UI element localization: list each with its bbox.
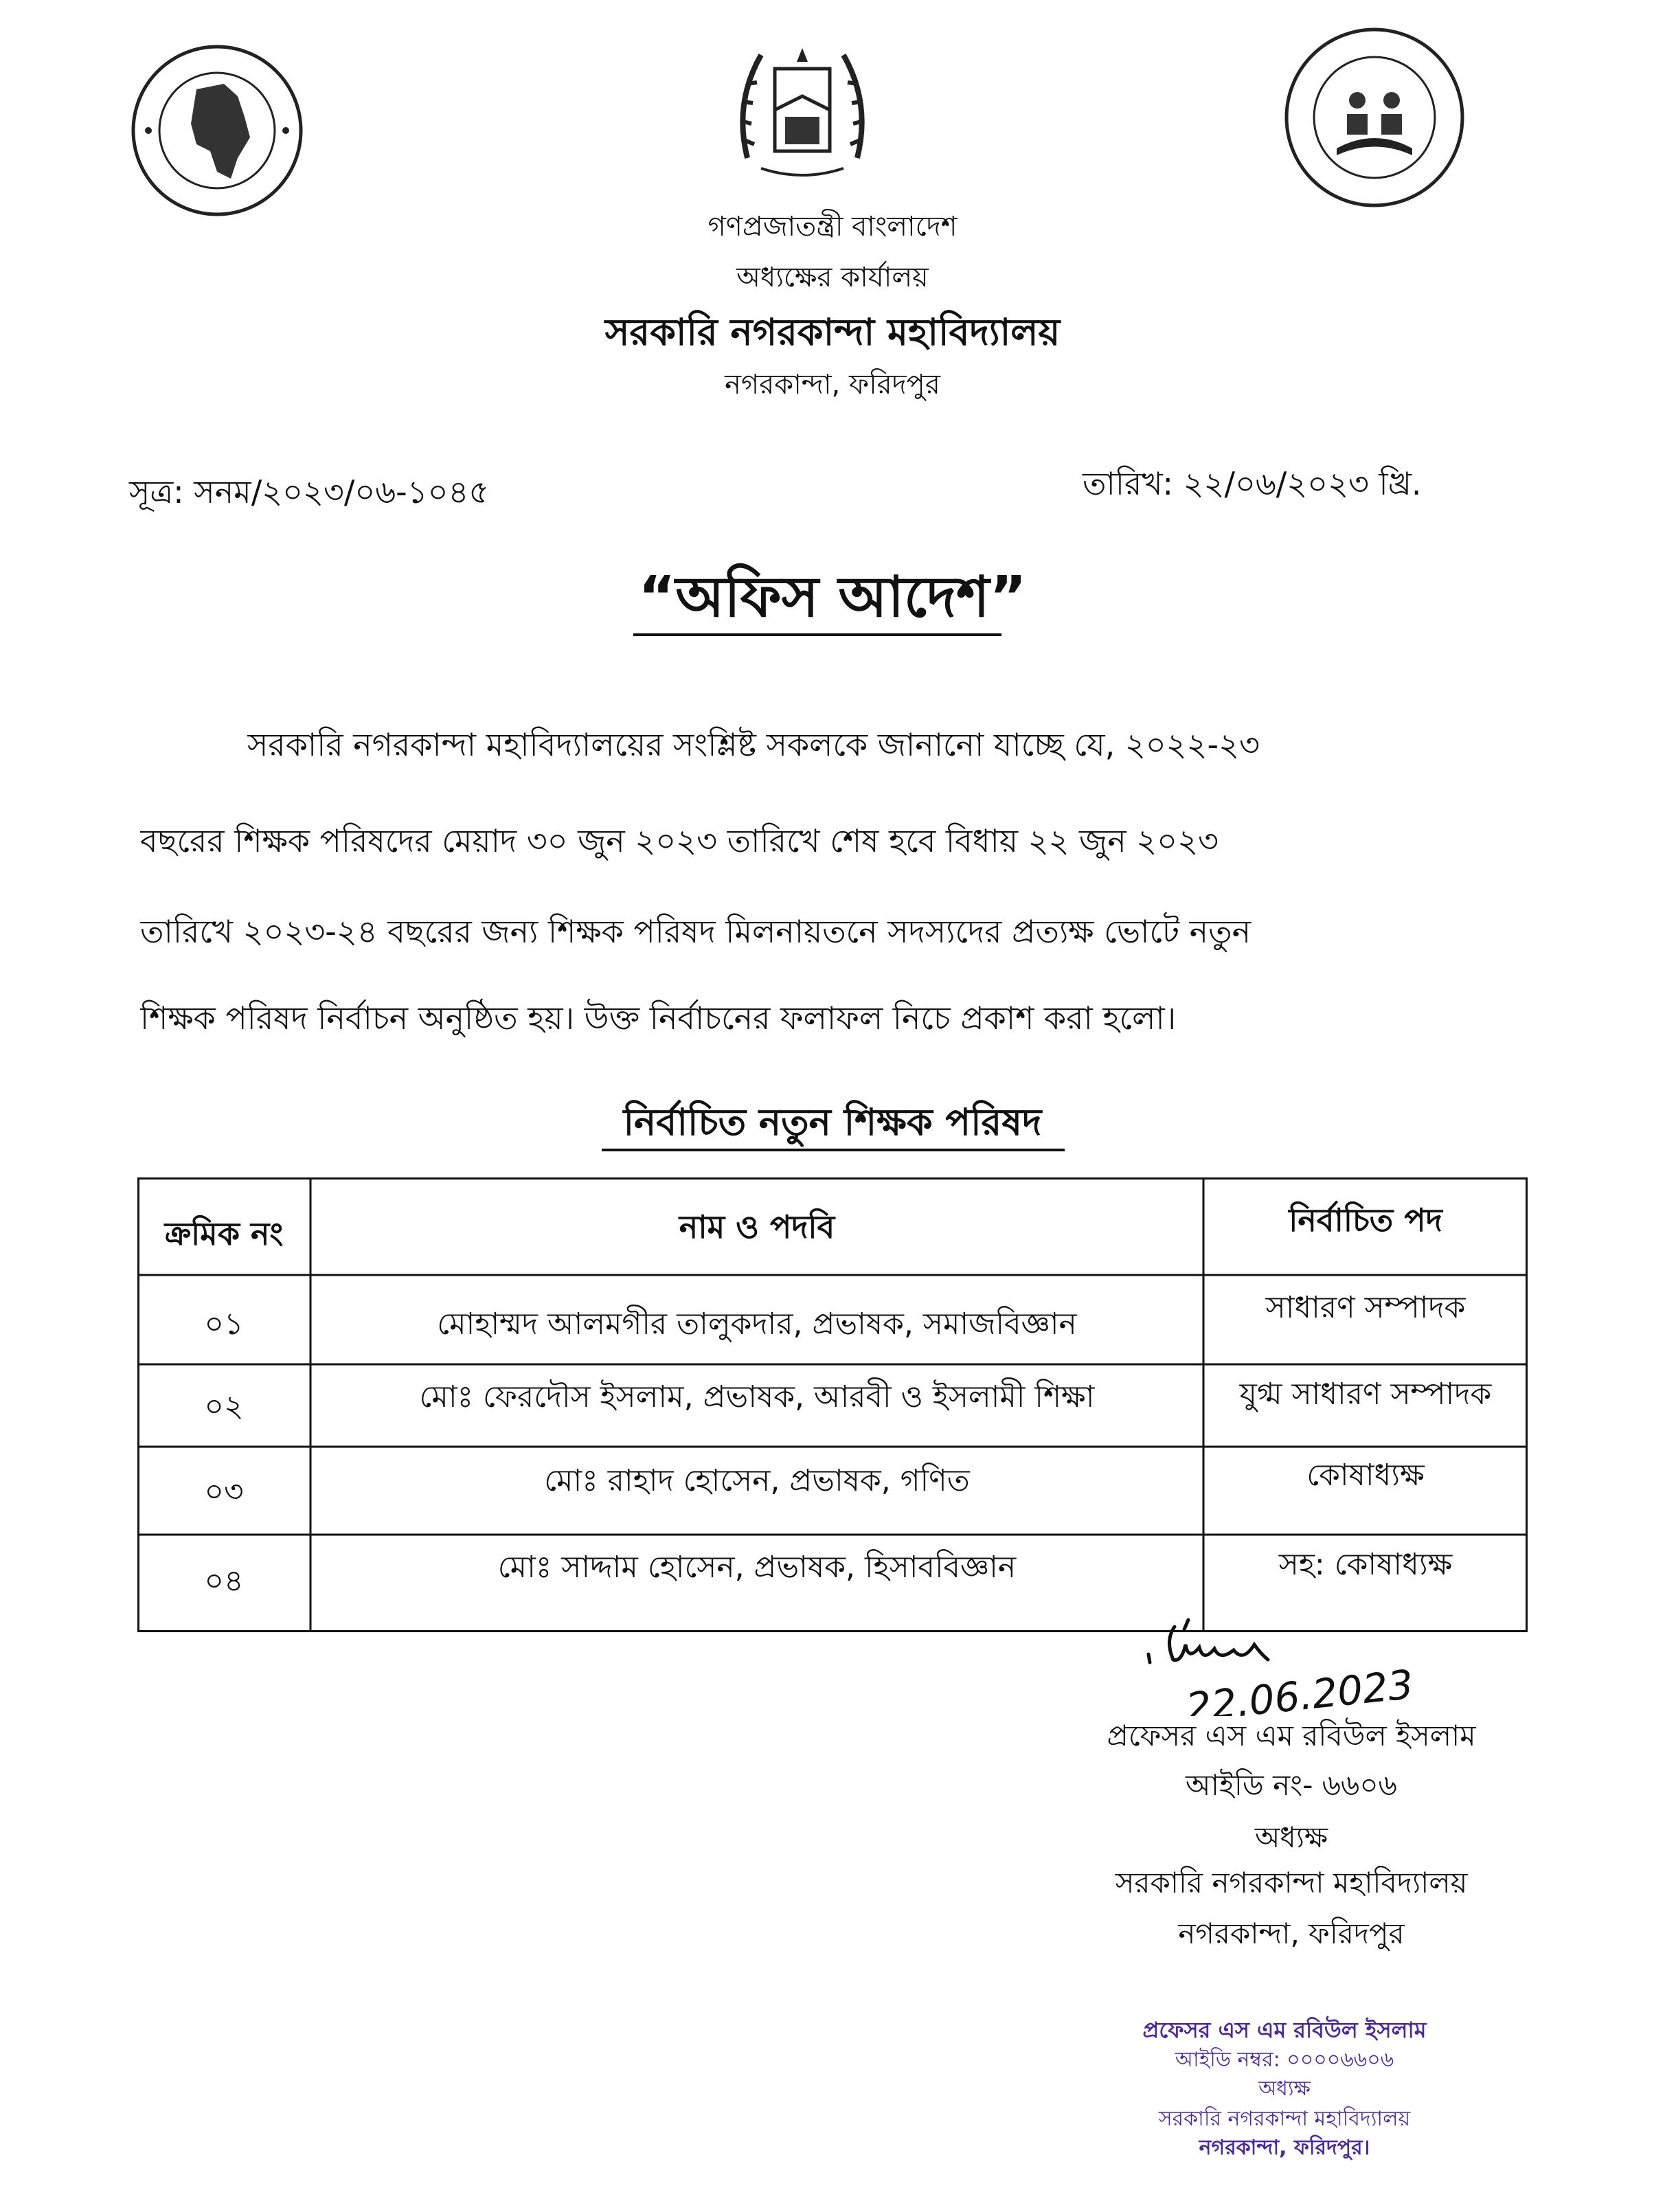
- signatory-address: নগরকান্দা, ফরিদপুর: [1178, 1917, 1405, 1950]
- signatory-name: প্রফেসর এস এম রবিউল ইসলাম: [1107, 1719, 1476, 1752]
- body-line-4: শিক্ষক পরিষদ নির্বাচন অনুষ্ঠিত হয়। উক্ত নির্বাচনের ফলাফল নিচে প্রকাশ করা হলো।: [140, 1000, 1177, 1037]
- row-2-name: মোঃ ফেরদৌস ইসলাম, প্রভাষক, আরবী ও ইসলামী শিক্ষা: [419, 1379, 1095, 1414]
- memo-reference: সূত্র: সনম/২০২৩/০৬-১০৪৫: [129, 473, 490, 510]
- row-2-post: যুগ্ম সাধারণ সম্পাদক: [1239, 1377, 1492, 1412]
- stamp-designation: অধ্যক্ষ: [1258, 2077, 1311, 2101]
- row-1-post: সাধারণ সম্পাদক: [1265, 1290, 1466, 1325]
- row-4-name: মোঃ সাদ্দাম হোসেন, প্রভাষক, হিসাববিজ্ঞান: [497, 1550, 1017, 1585]
- body-line-1: সরকারি নগরকান্দা মহাবিদ্যালয়ের সংশ্লিষ্ট সকলকে জানানো যাচ্ছে যে, ২০২২-২৩: [247, 726, 1260, 763]
- college-crest-logo: [720, 27, 885, 195]
- header-post: নির্বাচিত পদ: [1289, 1201, 1442, 1239]
- govt-seal-logo: [128, 41, 306, 223]
- body-line-3: তারিখে ২০২৩-২৪ বছরের জন্য শিক্ষক পরিষদ মিলনায়তনে সদস্যদের প্রত্যক্ষ ভোটে নতুন: [140, 913, 1251, 950]
- stamp-id: আইডি নম্বর: ০০০০৬৬০৬: [1175, 2048, 1394, 2072]
- table-title-underline: [602, 1149, 1065, 1151]
- office-line: অধ্যক্ষের কার্যালয়: [736, 262, 929, 293]
- row-3-name: মোঃ রাহাদ হোসেন, প্রভাষক, গণিত: [544, 1463, 970, 1498]
- handwritten-date: 22.06.2023: [1183, 1660, 1416, 1716]
- education-seal-logo: [1282, 25, 1467, 213]
- row-3-post: কোষাধ্যক্ষ: [1306, 1458, 1425, 1493]
- row-2-serial: ০২: [204, 1389, 244, 1424]
- committee-table: [137, 1177, 1528, 1632]
- signatory-designation: অধ্যক্ষ: [1254, 1820, 1328, 1854]
- header-serial: ক্রমিক নং: [164, 1215, 284, 1252]
- country-line: গণপ্রজাতন্ত্রী বাংলাদেশ: [707, 211, 958, 242]
- row-4-serial: ০৪: [204, 1564, 244, 1599]
- institution-address: নগরকান্দা, ফরিদপুর: [725, 369, 940, 400]
- signatory-id: আইডি নং- ৬৬০৬: [1185, 1768, 1397, 1802]
- memo-date: তারিখ: ২২/০৬/২০২৩ খ্রি.: [1083, 465, 1422, 502]
- row-1-name: মোহাম্মদ আলমগীর তালুকদার, প্রভাষক, সমাজবিজ্ঞান: [437, 1307, 1077, 1342]
- header-name: নাম ও পদবি: [679, 1208, 835, 1245]
- row-4-post: সহ: কোষাধ্যক্ষ: [1278, 1547, 1453, 1582]
- handwritten-signature: [1099, 1599, 1484, 1719]
- document-title: “অফিস আদেশ”: [638, 565, 1027, 630]
- row-1-serial: ০১: [204, 1307, 244, 1342]
- body-line-2: বছরের শিক্ষক পরিষদের মেয়াদ ৩০ জুন ২০২৩ তারিখে শেষ হবে বিধায় ২২ জুন ২০২৩: [140, 822, 1219, 859]
- table-title: নির্বাচিত নতুন শিক্ষক পরিষদ: [623, 1101, 1042, 1144]
- row-3-serial: ০৩: [204, 1474, 244, 1509]
- title-underline: [633, 633, 1001, 636]
- institution-name: সরকারি নগরকান্দা মহাবিদ্যালয়: [604, 311, 1061, 354]
- stamp-address: নগরকান্দা, ফরিদপুর।: [1199, 2136, 1370, 2160]
- stamp-institution: সরকারি নগরকান্দা মহাবিদ্যালয়: [1158, 2107, 1411, 2131]
- signatory-institution: সরকারি নগরকান্দা মহাবিদ্যালয়: [1115, 1866, 1468, 1899]
- stamp-name: প্রফেসর এস এম রবিউল ইসলাম: [1142, 2017, 1427, 2043]
